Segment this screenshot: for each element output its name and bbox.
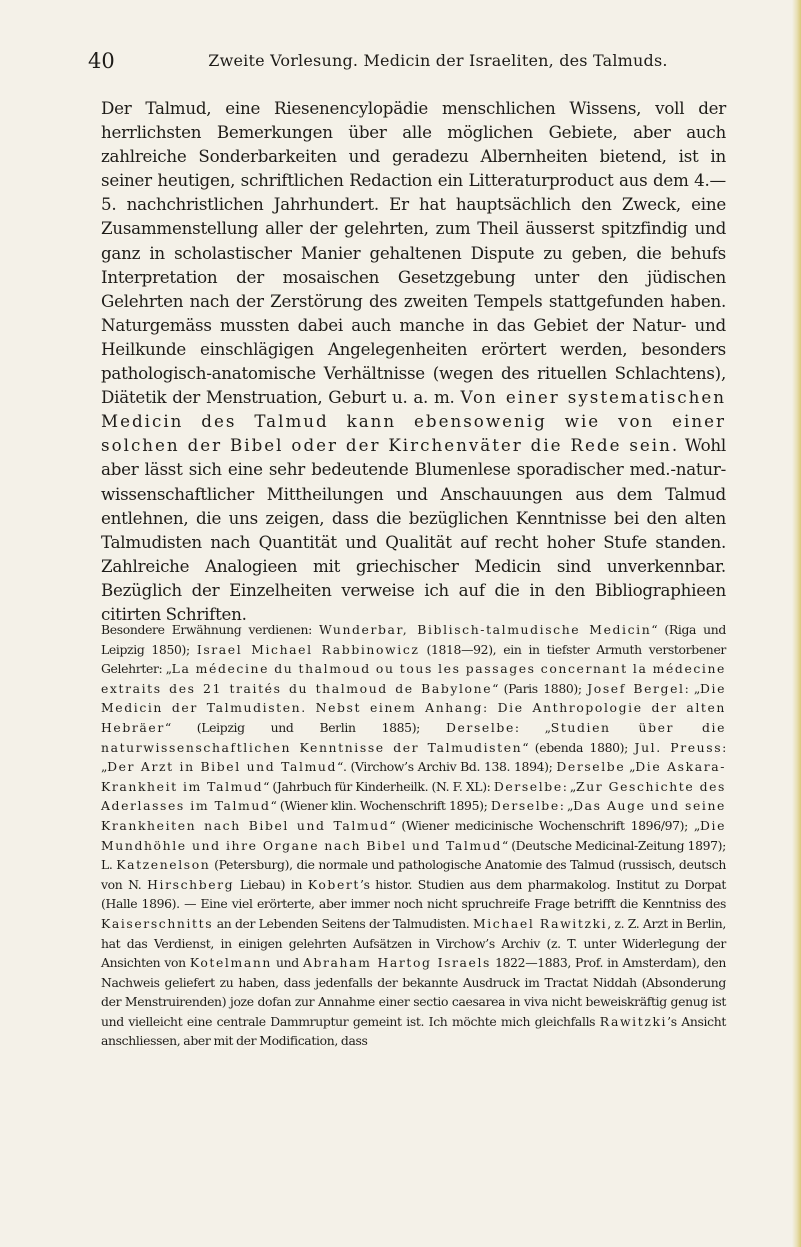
note-emphasis: Die Mundhöhle und ihre Organe nach Bibel und Talmud bbox=[101, 817, 726, 853]
main-paragraph bbox=[101, 96, 726, 626]
note-text: “ (Paris 1880); bbox=[492, 680, 588, 696]
note-text: ’s histor. Studien aus dem pharmakolog. Institut zu Dorpat (Halle 1896). — Eine viel erörterte, aber immer noch nicht spruchreife Frage betrifft die Kenntniss des bbox=[101, 876, 727, 912]
note-emphasis: Josef Bergel bbox=[587, 680, 685, 696]
note-text: ’s Ansicht anschliessen, aber mit der Modification, dass bbox=[101, 1013, 726, 1049]
note-text: “ (ebenda 1880); bbox=[522, 739, 635, 755]
note-text: : „ bbox=[559, 798, 574, 814]
page-number: 40 bbox=[88, 49, 115, 73]
main-text-part: Wohl aber lässt sich eine sehr bedeutende Blumenlese sporadischer med.-natur-wissenschaftlicher Mittheilungen und Anschauungen aus dem Talmud entlehnen, die uns zeigen, dass die bezüglichen Kenntnisse bei den alten Talmudisten nach Quantität und Qualität auf recht hoher Stufe standen. Zahlreiche Analogieen mit griechischer Medicin sind unverkennbar. Bezüglich der Einzelheiten verweise ich auf die in den Bibliographieen citirten Schriften. bbox=[101, 435, 726, 624]
note-text: , z. Z. Arzt in Berlin, hat das Verdienst, in einigen gelehrten Aufsätzen in Virchow’s Archiv (z. T. unter Widerlegung der Ansichten von bbox=[101, 915, 727, 971]
running-title: Zweite Vorlesung. Medicin der Israeliten, des Talmuds. bbox=[208, 51, 668, 70]
main-text-part: Der Talmud, eine Riesenencylopädie menschlichen Wissens, voll der herrlichsten Bemerkungen über alle möglichen Gebiete, aber auch zahlreiche Sonderbarkeiten und geradezu Albernheiten bietend, ist in seiner heutigen, schriftlichen Redaction ein Litteraturproduct aus dem 4.—5. nachchristlichen Jahrhundert. Er hat hauptsächlich den Zweck, eine Zusammenstellung aller der gelehrten, zum Theil äusserst spitzfindig und ganz in scholastischer Manier gehaltenen Dispute zu geben, die behufs Interpretation der mosaischen Gesetzgebung unter den jüdischen Gelehrten nach der Zerstörung des zweiten Tempels stattgefunden haben. Naturgemäss mussten dabei auch manche in das Gebiet der Natur- und Heilkunde einschlägigen Angelegenheiten erörtert werden, besonders pathologisch-anatomische Verhältnisse (wegen des rituellen Schlachtens), Diätetik der Menstruation, Geburt u. a. m. bbox=[101, 98, 726, 408]
note-text: : „ bbox=[514, 719, 551, 735]
note-emphasis: Abraham Hartog Israels bbox=[302, 955, 491, 971]
note-text: 1822—1883, Prof. in Amsterdam), den Nachweis geliefert zu haben, dass jedenfalls der bekannte Ausdruck im Tractat Niddah (Absonderung der Menstruirenden) joze dofan zur Annahme einer sectio caesarea in viva nicht beweiskräftig genug ist und vielleicht eine centrale Dammruptur gemeint ist. Ich möchte mich gleichfalls bbox=[101, 955, 726, 1029]
note-emphasis: Derselbe bbox=[490, 798, 560, 814]
note-text: : „ bbox=[101, 739, 726, 775]
note-emphasis: Die Askara-Krankheit im Talmud bbox=[101, 759, 726, 794]
note-text: „ bbox=[625, 759, 636, 775]
note-emphasis: Die Medicin der Talmudisten. Nebst einem Anhang: Die Anthropologie der alten Hebräer bbox=[101, 680, 726, 735]
note-text: “ (Leipzig und Berlin 1885); bbox=[164, 719, 446, 735]
note-emphasis: Derselbe bbox=[493, 778, 563, 794]
note-emphasis: Hirschberg bbox=[147, 876, 235, 892]
note-emphasis: Israel Michael Rabbinowicz bbox=[196, 641, 420, 657]
note-text: “. (Virchow’s Archiv Bd. 138. 1894); bbox=[337, 759, 557, 775]
scan-edge bbox=[792, 0, 801, 1247]
note-emphasis: Wunderbar, Biblisch-talmudische Medicin bbox=[319, 622, 652, 637]
note-emphasis: Derselbe bbox=[445, 719, 515, 735]
note-text: “ (Wiener klin. Wochenschrift 1895); bbox=[270, 798, 491, 814]
note-text: Besondere Erwähnung verdienen: bbox=[101, 622, 320, 637]
note-text: “ (Deutsche Medicinal-Zeitung 1897); L. bbox=[101, 837, 726, 873]
note-emphasis: Kotelmann bbox=[189, 955, 272, 971]
note-text: “ (Riga und Leipzig 1850); bbox=[101, 622, 727, 657]
emphasized-sentence: Von einer systematischen Medicin des Talmud kann ebensowenig wie von einer solchen der Bibel oder der Kirchenväter die Rede sein. bbox=[101, 387, 727, 456]
note-emphasis: Rawitzki bbox=[599, 1013, 668, 1029]
note-text: und bbox=[271, 955, 303, 971]
note-text: an der Lebenden Seitens der Talmudisten. bbox=[213, 915, 473, 931]
note-emphasis: Michael Rawitzki bbox=[472, 915, 608, 931]
page-header bbox=[88, 46, 728, 76]
note-text: (Petersburg), die normale und pathologische Anatomie des Talmud (russisch, deutsch von N. bbox=[101, 857, 726, 892]
note-emphasis: Kaiserschnitts bbox=[101, 915, 214, 931]
note-text: (1818—92), ein in tiefster Armuth verstorbener Gelehrter: „ bbox=[101, 641, 726, 677]
note-emphasis: Das Auge und seine Krankheiten nach Bibel und Talmud bbox=[101, 798, 726, 833]
note-emphasis: Jul. Preuss bbox=[634, 739, 723, 755]
note-text: “ (Wiener medicinische Wochenschrift 1896/97); „ bbox=[389, 817, 700, 833]
bibliographic-note bbox=[101, 620, 726, 1051]
note-text: Liebau) in bbox=[234, 876, 308, 892]
note-emphasis: Der Arzt in Bibel und Talmud bbox=[107, 759, 338, 775]
note-text: : „ bbox=[684, 680, 700, 696]
note-emphasis: La médecine du thalmoud ou tous les passages concernant la médecine extraits des 21 traités du thalmoud de Babylone bbox=[101, 661, 726, 696]
note-emphasis: Kobert bbox=[307, 876, 360, 892]
note-emphasis: Derselbe bbox=[556, 759, 626, 775]
note-emphasis: Zur Geschichte des Aderlasses im Talmud bbox=[101, 778, 727, 814]
note-text: “ (Jahrbuch für Kinderheilk. (N. F. XL): bbox=[263, 778, 494, 794]
note-emphasis: Studien über die naturwissenschaftlichen Kenntnisse der Talmudisten bbox=[101, 719, 727, 755]
note-emphasis: Katzenelson bbox=[116, 857, 211, 873]
note-text: : „ bbox=[562, 778, 576, 794]
